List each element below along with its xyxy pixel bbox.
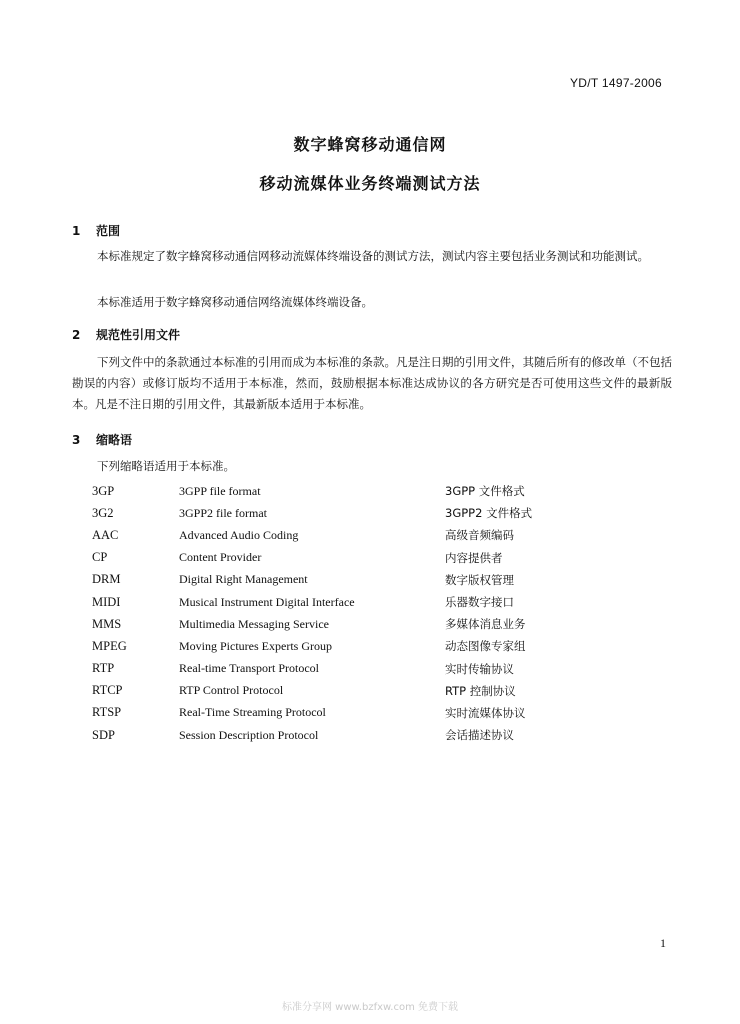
english-term: Session Description Protocol — [179, 727, 319, 742]
section-title: 缩略语 — [96, 433, 133, 447]
chinese-term: 会话描述协议 — [445, 728, 514, 743]
table-row — [92, 658, 562, 680]
document-title-line-1: 数字蜂窝移动通信网 — [293, 135, 447, 154]
chinese-term: 乐器数字接口 — [445, 595, 514, 610]
chinese-term: 3GPP 文件格式 — [445, 484, 525, 499]
english-term: RTP Control Protocol — [179, 683, 284, 698]
abbreviation: RTSP — [92, 705, 122, 720]
references-paragraph: 下列文件中的条款通过本标准的引用而成为本标准的条款。凡是注日期的引用文件，其随后所有的修改单（不包括勘误的内容）或修订版均不适用于本标准，然而，鼓励根据本标准达成协议的各方研究是否可使用这些文件的最新版本。凡是不注日期的引用文件，其最新版本适用于本标准。 — [72, 355, 672, 411]
abbreviation: CP — [92, 550, 108, 565]
abbreviation: MIDI — [92, 594, 121, 609]
document-title-line-2: 移动流媒体业务终端测试方法 — [259, 174, 481, 193]
section-number: 2 — [72, 328, 81, 342]
english-term: 3GPP2 file format — [179, 505, 267, 520]
abbreviation: SDP — [92, 727, 115, 742]
english-term: Digital Right Management — [179, 572, 308, 587]
abbreviations-intro: 下列缩略语适用于本标准。 — [97, 459, 235, 473]
english-term: Musical Instrument Digital Interface — [179, 594, 355, 609]
abbreviation: MPEG — [92, 638, 127, 653]
table-row — [92, 724, 562, 746]
abbreviations-table — [92, 480, 562, 746]
table-row — [92, 635, 562, 657]
chinese-term: 3GPP2 文件格式 — [445, 506, 533, 521]
table-row — [92, 569, 562, 591]
section-heading-abbreviations — [72, 431, 132, 448]
chinese-term: 高级音频编码 — [445, 528, 514, 543]
section-title: 范围 — [96, 224, 121, 238]
document-code: YD/T 1497-2006 — [569, 76, 662, 90]
english-term: Real-time Transport Protocol — [179, 661, 319, 676]
english-term: Moving Pictures Experts Group — [179, 638, 332, 653]
abbreviation: DRM — [92, 572, 121, 587]
chinese-term: RTP 控制协议 — [445, 683, 516, 698]
table-row — [92, 502, 562, 524]
scope-paragraph-2: 本标准适用于数字蜂窝移动通信网络流媒体终端设备。 — [97, 295, 373, 309]
table-row — [92, 480, 562, 502]
chinese-term: 实时传输协议 — [445, 661, 514, 676]
scope-paragraph-1: 本标准规定了数字蜂窝移动通信网移动流媒体终端设备的测试方法，测试内容主要包括业务测试和功能测试。 — [97, 249, 649, 263]
page-number: 1 — [660, 936, 666, 950]
chinese-term: 实时流媒体协议 — [445, 705, 526, 720]
table-row — [92, 613, 562, 635]
abbreviation: MMS — [92, 616, 122, 631]
english-term: 3GPP file format — [179, 483, 261, 498]
abbreviation: RTP — [92, 661, 115, 676]
abbreviation: AAC — [92, 527, 119, 542]
table-row — [92, 702, 562, 724]
section-number: 3 — [72, 433, 81, 447]
english-term: Content Provider — [179, 550, 262, 565]
section-number: 1 — [72, 224, 81, 238]
table-row — [92, 524, 562, 546]
abbreviation: RTCP — [92, 683, 123, 698]
chinese-term: 内容提供者 — [445, 550, 503, 565]
table-row — [92, 547, 562, 569]
watermark-text: 标准分享网 www.bzfxw.com 免费下载 — [282, 1002, 458, 1013]
english-term: Advanced Audio Coding — [179, 527, 299, 542]
table-row — [92, 591, 562, 613]
section-heading-scope — [72, 222, 120, 239]
abbreviation: 3G2 — [92, 505, 114, 520]
abbreviation: 3GP — [92, 483, 115, 498]
section-heading-normative-references — [72, 326, 180, 343]
chinese-term: 数字版权管理 — [445, 572, 514, 587]
chinese-term: 动态图像专家组 — [445, 639, 526, 654]
english-term: Multimedia Messaging Service — [179, 616, 329, 631]
section-title: 规范性引用文件 — [96, 328, 181, 342]
english-term: Real-Time Streaming Protocol — [179, 705, 326, 720]
table-row — [92, 680, 562, 702]
chinese-term: 多媒体消息业务 — [445, 617, 526, 632]
